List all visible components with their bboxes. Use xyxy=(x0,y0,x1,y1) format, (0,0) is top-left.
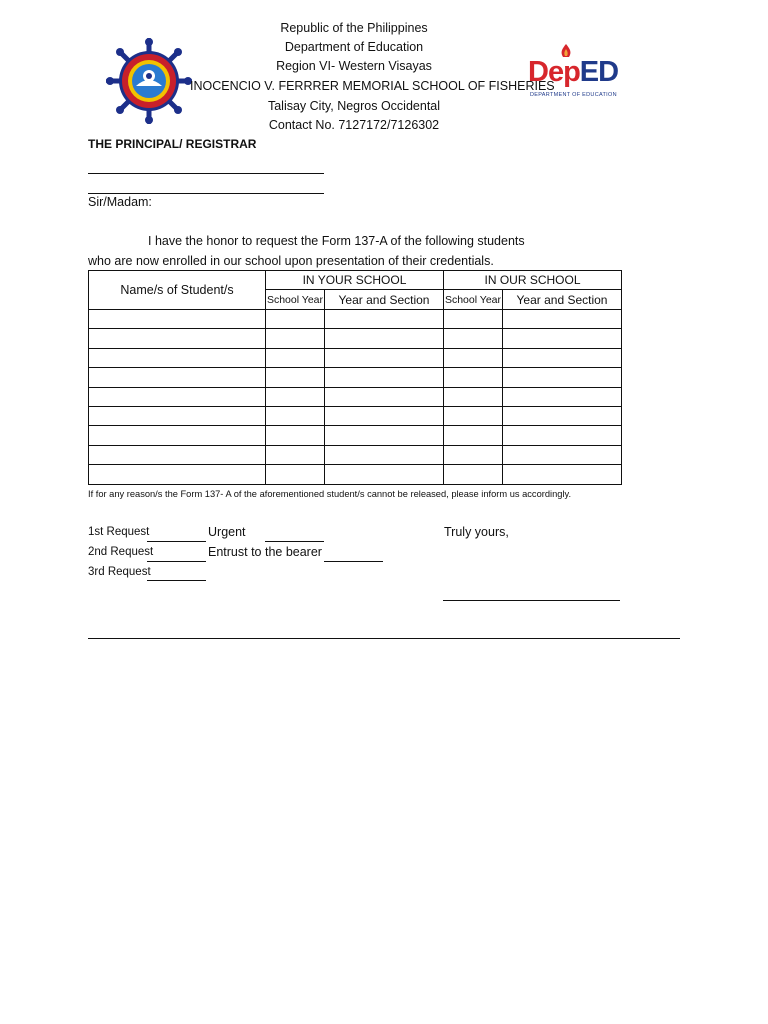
our-year-section-header: Year and Section xyxy=(503,290,622,310)
urgent-label: Urgent xyxy=(208,525,246,539)
closing: Truly yours, xyxy=(444,525,509,539)
our-school-year-cell[interactable] xyxy=(444,406,503,425)
your-year-section-cell[interactable] xyxy=(325,406,444,425)
our-year-section-cell[interactable] xyxy=(503,310,622,329)
your-school-year-cell[interactable] xyxy=(266,310,325,329)
our-year-section-cell[interactable] xyxy=(503,465,622,484)
urgent-blank[interactable] xyxy=(265,541,324,542)
entrust-label: Entrust to the bearer xyxy=(208,545,322,559)
your-school-year-cell[interactable] xyxy=(266,406,325,425)
table-row xyxy=(89,368,622,387)
your-year-section-cell[interactable] xyxy=(325,368,444,387)
student-name-cell[interactable] xyxy=(89,445,266,464)
our-school-year-cell[interactable] xyxy=(444,348,503,367)
our-school-year-cell[interactable] xyxy=(444,329,503,348)
our-school-year-cell[interactable] xyxy=(444,310,503,329)
your-school-year-cell[interactable] xyxy=(266,329,325,348)
your-year-section-cell[interactable] xyxy=(325,329,444,348)
addressee-name-line xyxy=(88,173,324,174)
third-request-label: 3rd Request xyxy=(88,566,151,578)
our-year-section-cell[interactable] xyxy=(503,387,622,406)
third-request-blank[interactable] xyxy=(147,580,206,581)
first-request-label: 1st Request xyxy=(88,526,150,538)
names-header: Name/s of Student/s xyxy=(89,271,266,310)
table-row xyxy=(89,348,622,367)
our-school-year-cell[interactable] xyxy=(444,445,503,464)
table-row xyxy=(89,406,622,425)
student-name-cell[interactable] xyxy=(89,368,266,387)
table-row xyxy=(89,387,622,406)
entrust-blank[interactable] xyxy=(324,561,383,562)
table-row xyxy=(89,329,622,348)
our-school-header: IN OUR SCHOOL xyxy=(444,271,622,290)
your-year-section-cell[interactable] xyxy=(325,348,444,367)
our-school-year-cell[interactable] xyxy=(444,465,503,484)
student-name-cell[interactable] xyxy=(89,329,266,348)
header-city: Talisay City, Negros Occidental xyxy=(267,99,441,113)
header-department: Department of Education xyxy=(284,40,424,54)
deped-logo xyxy=(528,44,620,102)
our-year-section-cell[interactable] xyxy=(503,348,622,367)
our-school-year-cell[interactable] xyxy=(444,368,503,387)
header-school-name: INOCENCIO V. FERRRER MEMORIAL SCHOOL OF FISHERIES xyxy=(190,79,555,93)
your-school-year-cell[interactable] xyxy=(266,368,325,387)
our-year-section-cell[interactable] xyxy=(503,406,622,425)
table-row xyxy=(89,310,622,329)
our-school-year-cell[interactable] xyxy=(444,387,503,406)
student-name-cell[interactable] xyxy=(89,406,266,425)
your-year-section-cell[interactable] xyxy=(325,310,444,329)
your-school-year-cell[interactable] xyxy=(266,348,325,367)
our-year-section-cell[interactable] xyxy=(503,368,622,387)
our-year-section-cell[interactable] xyxy=(503,329,622,348)
addressee: THE PRINCIPAL/ REGISTRAR xyxy=(88,137,257,151)
your-year-section-header: Year and Section xyxy=(325,290,444,310)
second-request-blank[interactable] xyxy=(147,561,206,562)
our-school-year-header: School Year xyxy=(444,290,503,310)
your-school-header: IN YOUR SCHOOL xyxy=(266,271,444,290)
your-year-section-cell[interactable] xyxy=(325,387,444,406)
deped-logo-text: DepED xyxy=(528,56,619,88)
student-name-cell[interactable] xyxy=(89,310,266,329)
your-school-year-cell[interactable] xyxy=(266,445,325,464)
salutation: Sir/Madam: xyxy=(88,195,152,209)
student-name-cell[interactable] xyxy=(89,348,266,367)
bottom-divider xyxy=(88,638,680,639)
first-request-blank[interactable] xyxy=(147,541,206,542)
student-name-cell[interactable] xyxy=(89,465,266,484)
second-request-label: 2nd Request xyxy=(88,546,154,558)
your-year-section-cell[interactable] xyxy=(325,465,444,484)
your-school-year-cell[interactable] xyxy=(266,387,325,406)
your-year-section-cell[interactable] xyxy=(325,445,444,464)
table-row xyxy=(89,426,622,445)
signature-line[interactable] xyxy=(443,600,620,601)
header-republic: Republic of the Philippines xyxy=(280,21,428,35)
our-year-section-cell[interactable] xyxy=(503,426,622,445)
your-school-year-cell[interactable] xyxy=(266,465,325,484)
deped-logo-subtext: DEPARTMENT OF EDUCATION xyxy=(530,92,617,98)
release-note: If for any reason/s the Form 137- A of the aforementioned student/s cannot be released, please inform us accordingly. xyxy=(88,489,572,499)
body-line-2: who are now enrolled in our school upon presentation of their credentials. xyxy=(88,254,494,268)
your-school-year-cell[interactable] xyxy=(266,426,325,445)
students-table xyxy=(88,270,622,485)
table-row xyxy=(89,445,622,464)
our-year-section-cell[interactable] xyxy=(503,445,622,464)
student-name-cell[interactable] xyxy=(89,387,266,406)
body-line-1: I have the honor to request the Form 137-A of the following students xyxy=(148,234,525,248)
table-row xyxy=(89,465,622,484)
student-name-cell[interactable] xyxy=(89,426,266,445)
header-contact: Contact No. 7127172/7126302 xyxy=(268,118,440,132)
header-region: Region VI- Western Visayas xyxy=(276,59,432,73)
your-year-section-cell[interactable] xyxy=(325,426,444,445)
your-school-year-header: School Year xyxy=(266,290,325,310)
addressee-address-line xyxy=(88,193,324,194)
our-school-year-cell[interactable] xyxy=(444,426,503,445)
